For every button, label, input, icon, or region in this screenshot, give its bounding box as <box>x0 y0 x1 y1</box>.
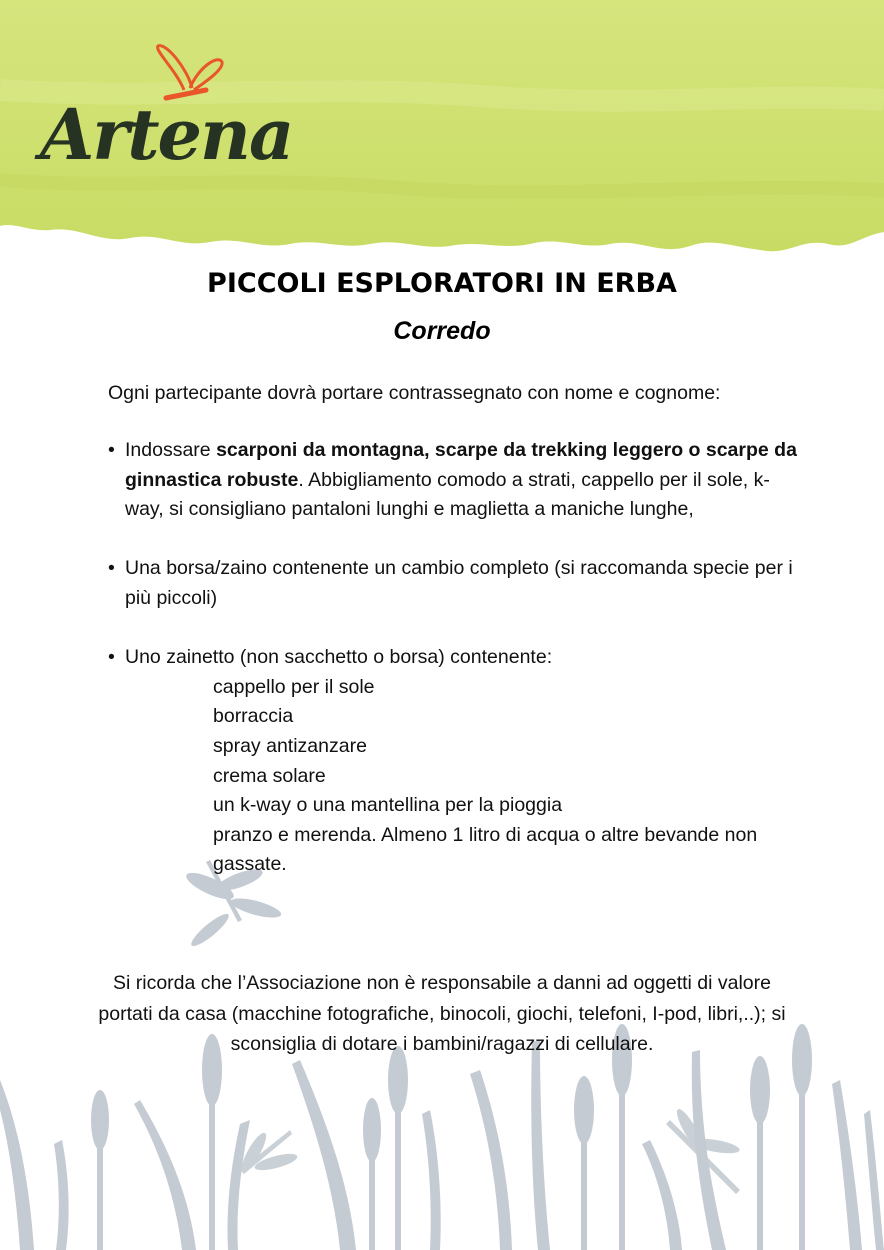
backpack-item-bottle: borraccia <box>213 705 294 728</box>
backpack-contents <box>125 673 808 880</box>
page-title: PICCOLI ESPLORATORI IN ERBA <box>207 268 677 299</box>
page-subtitle: Corredo <box>393 317 491 345</box>
footwear-suffix: . Abbigliamento comodo a strati, cappello per il sole, k-way, si consigliano pantaloni lunghi e maglietta a maniche lunghe, <box>125 468 770 521</box>
list-item-change-bag <box>108 554 808 613</box>
backpack-item-repellent: spray antizanzare <box>213 734 367 757</box>
change-bag-text: Una borsa/zaino contenente un cambio completo (si raccomanda specie per i più piccoli) <box>125 557 793 609</box>
backpack-item-raincoat: un k-way o una mantellina per la pioggia <box>213 794 563 817</box>
backpack-item-sunscreen: crema solare <box>213 764 326 787</box>
list-item-backpack <box>108 643 808 880</box>
backpack-item-lunch: pranzo e merenda. Almeno 1 litro di acqua o altre bevande non gassate. <box>213 823 758 876</box>
intro-text: Ogni partecipante dovrà portare contrassegnato con nome e cognome: <box>108 382 721 404</box>
equipment-list <box>108 436 808 910</box>
footwear-prefix: Indossare <box>125 439 217 461</box>
artena-logo <box>36 40 293 176</box>
list-item-footwear <box>108 436 808 525</box>
backpack-text: Uno zainetto (non sacchetto o borsa) contenente: <box>125 646 553 669</box>
backpack-item-hat: cappello per il sole <box>213 675 375 698</box>
closing-note: Si ricorda che l’Associazione non è responsabile a danni ad oggetti di valore portati da casa (macchine fotografiche, binocoli, giochi, telefoni, I-pod, libri,..); si sconsiglia di dotare i bambini/ragazzi di cellulare. <box>98 972 786 1055</box>
logo-wordmark: Artena <box>40 93 293 176</box>
footwear-bold-text: scarponi da montagna, scarpe da trekking leggero o scarpe da ginnastica robuste <box>125 439 797 491</box>
